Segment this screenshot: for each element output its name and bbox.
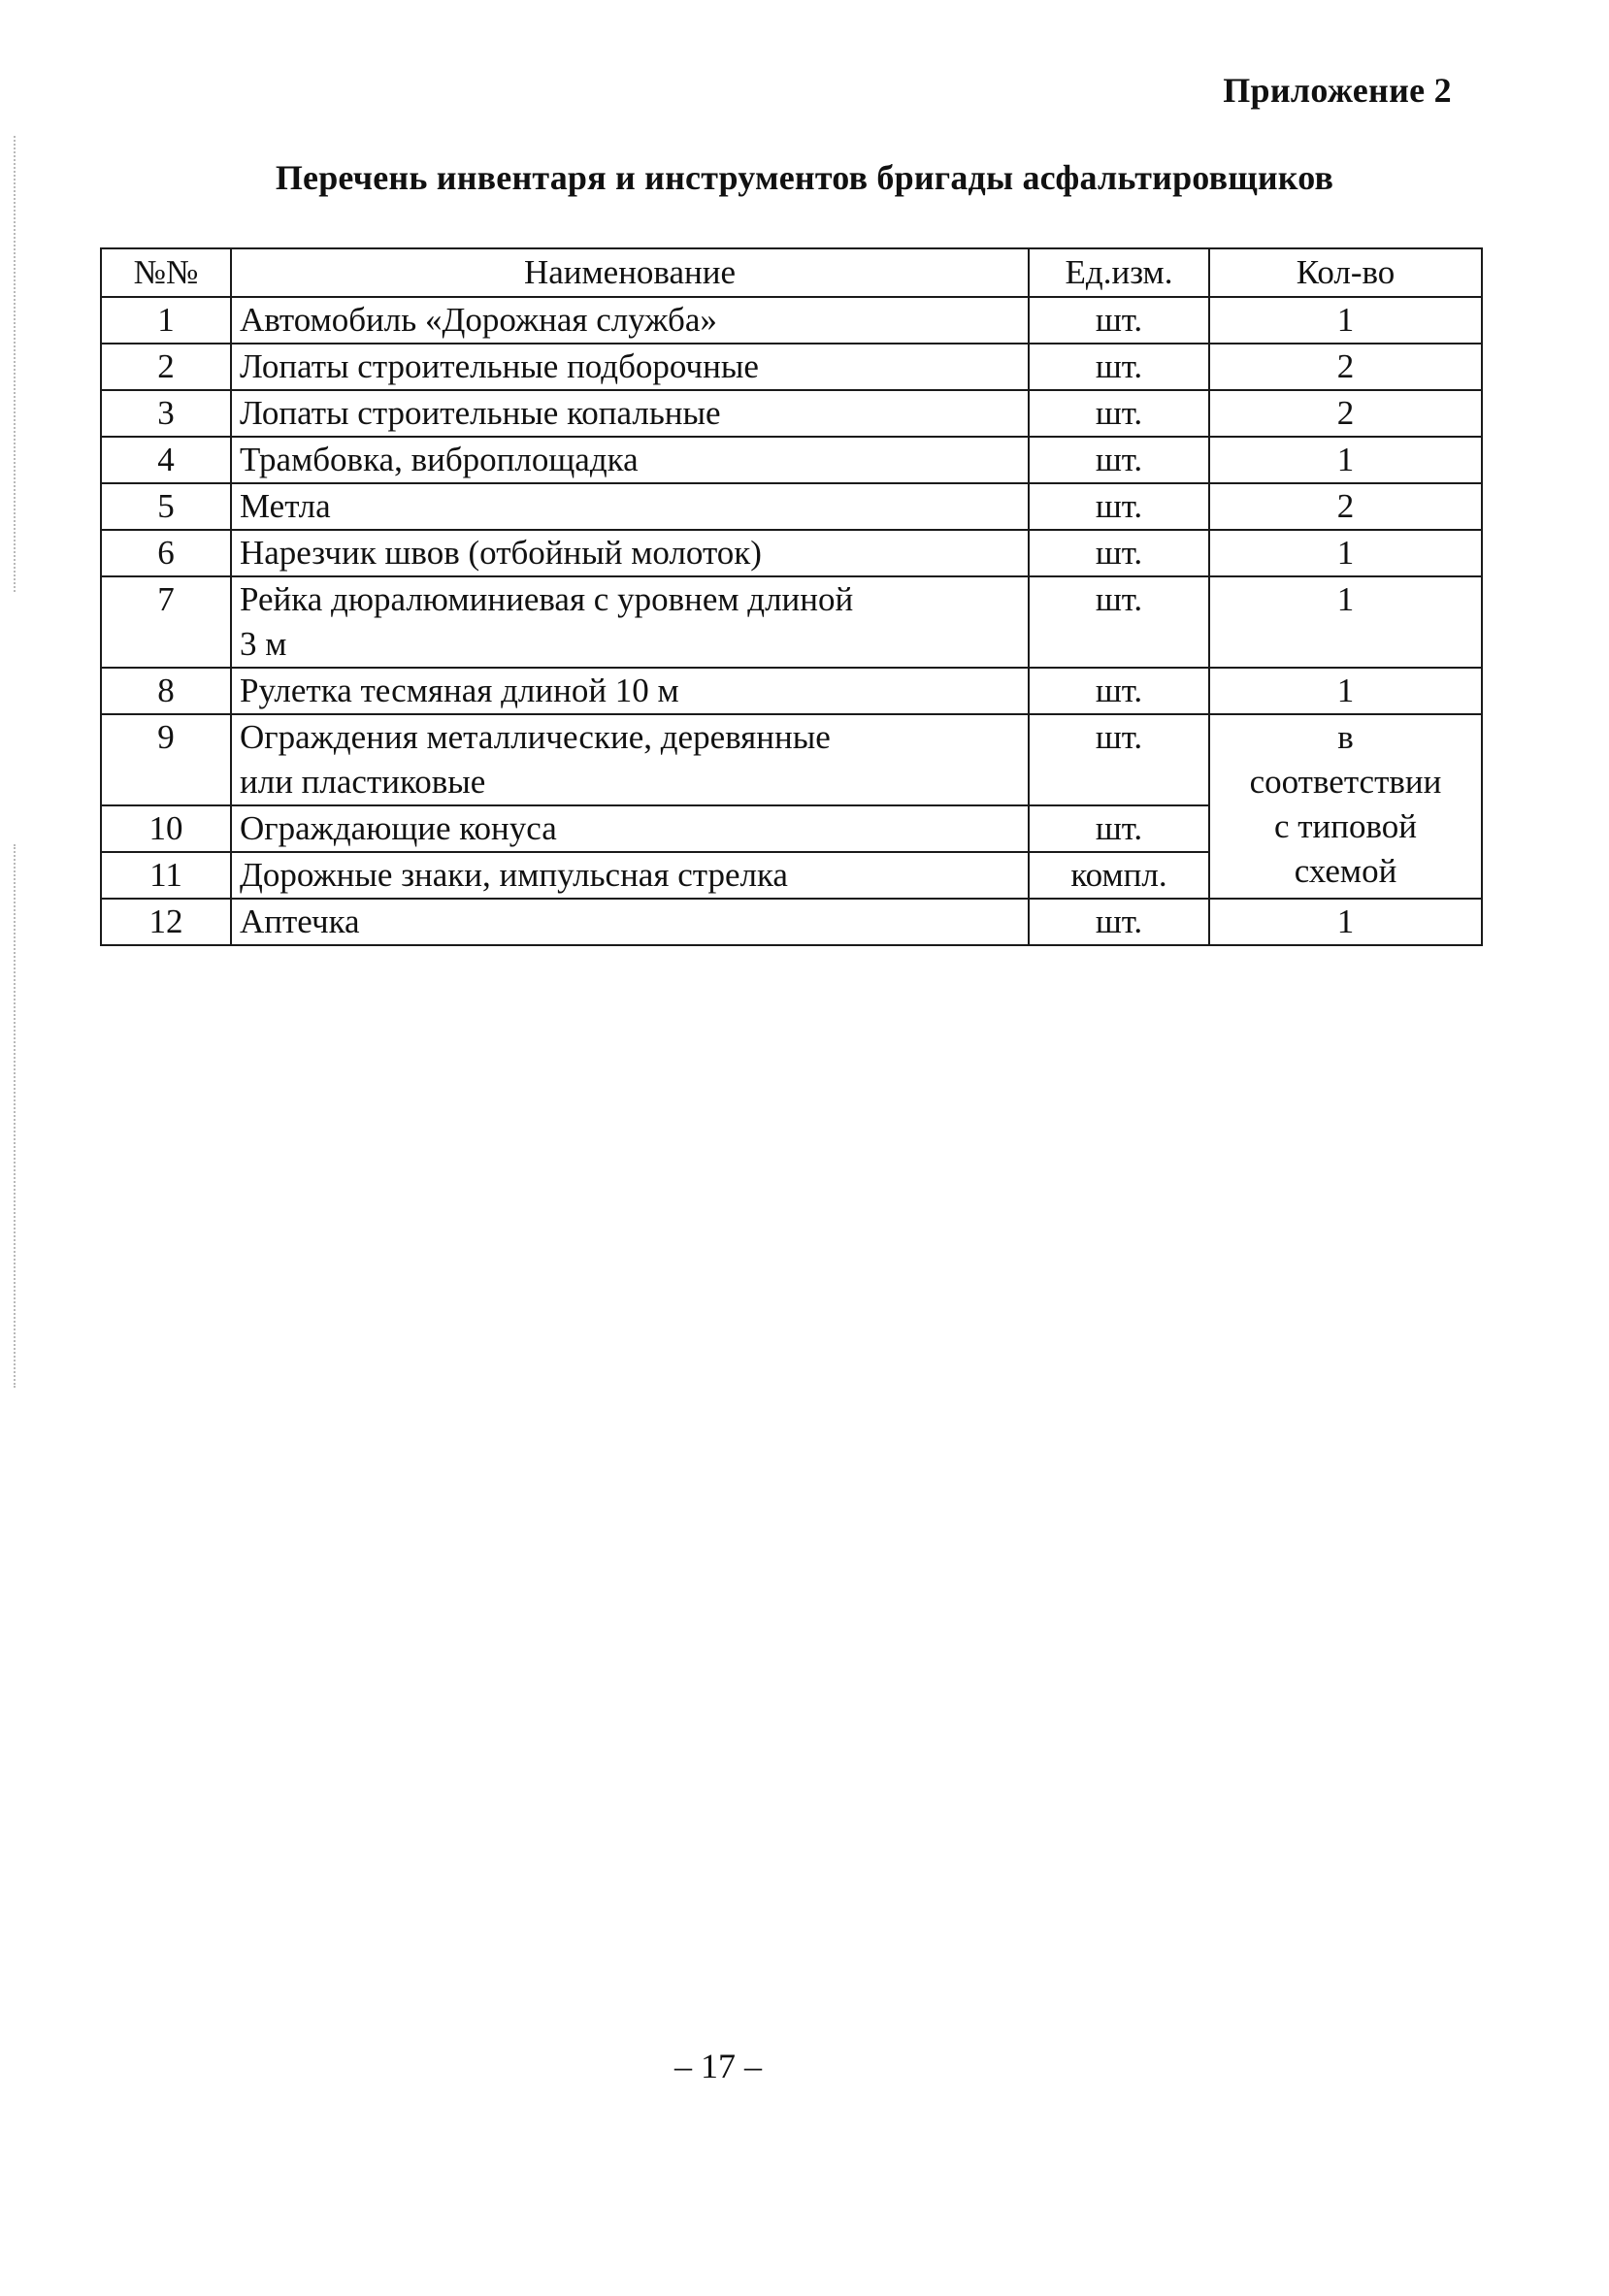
row-name-line: Ограждения металлические, деревянные	[240, 718, 831, 756]
row-qty: 1	[1209, 297, 1482, 344]
row-unit: шт.	[1029, 805, 1209, 852]
header-name: Наименование	[231, 248, 1029, 297]
row-qty: 1	[1209, 576, 1482, 668]
row-unit: шт.	[1029, 668, 1209, 714]
row-qty: 1	[1209, 668, 1482, 714]
row-name: Нарезчик швов (отбойный молоток)	[231, 530, 1029, 576]
row-name	[231, 576, 1029, 668]
row-name: Рулетка тесмяная длиной 10 м	[231, 668, 1029, 714]
row-unit: шт.	[1029, 437, 1209, 483]
row-unit: шт.	[1029, 530, 1209, 576]
scan-artifact	[14, 844, 25, 1388]
row-unit: шт.	[1029, 344, 1209, 390]
table-row	[101, 483, 1482, 530]
row-num: 2	[101, 344, 231, 390]
row-name: Трамбовка, виброплощадка	[231, 437, 1029, 483]
header-num: №№	[101, 248, 231, 297]
table-row	[101, 576, 1482, 668]
row-name: Автомобиль «Дорожная служба»	[231, 297, 1029, 344]
page-number: – 17 –	[674, 2047, 762, 2085]
row-unit: компл.	[1029, 852, 1209, 899]
row-qty: 2	[1209, 344, 1482, 390]
table-row	[101, 899, 1482, 945]
row-unit: шт.	[1029, 297, 1209, 344]
header-qty: Кол-во	[1209, 248, 1482, 297]
row-num: 6	[101, 530, 231, 576]
row-num: 10	[101, 805, 231, 852]
row-num: 9	[101, 714, 231, 805]
row-name: Ограждающие конуса	[231, 805, 1029, 852]
row-unit: шт.	[1029, 899, 1209, 945]
row-unit: шт.	[1029, 483, 1209, 530]
merged-qty-line: соответствии	[1249, 763, 1442, 801]
table-row	[101, 437, 1482, 483]
header-unit: Ед.изм.	[1029, 248, 1209, 297]
row-num: 11	[101, 852, 231, 899]
row-num: 12	[101, 899, 231, 945]
row-qty: 2	[1209, 390, 1482, 437]
merged-qty-line: с типовой	[1273, 807, 1418, 845]
row-name: Лопаты строительные подборочные	[231, 344, 1029, 390]
row-name-line: Рейка дюралюминиевая с уровнем длиной	[240, 580, 854, 618]
row-unit: шт.	[1029, 390, 1209, 437]
row-name: Аптечка	[231, 899, 1029, 945]
merged-qty-line: в	[1337, 718, 1354, 756]
row-qty: 1	[1209, 437, 1482, 483]
row-qty: 1	[1209, 530, 1482, 576]
row-name: Лопаты строительные копальные	[231, 390, 1029, 437]
row-qty-merged	[1209, 714, 1482, 899]
table-row	[101, 344, 1482, 390]
row-name: Метла	[231, 483, 1029, 530]
scan-artifact	[14, 136, 25, 592]
table-header-row	[101, 248, 1482, 297]
row-unit: шт.	[1029, 576, 1209, 668]
row-qty: 1	[1209, 899, 1482, 945]
row-num: 1	[101, 297, 231, 344]
row-num: 5	[101, 483, 231, 530]
row-num: 8	[101, 668, 231, 714]
row-qty: 2	[1209, 483, 1482, 530]
table-row	[101, 530, 1482, 576]
table-row	[101, 714, 1482, 805]
row-num: 3	[101, 390, 231, 437]
row-name	[231, 714, 1029, 805]
row-name-line: или пластиковые	[240, 763, 486, 801]
row-num: 4	[101, 437, 231, 483]
row-unit: шт.	[1029, 714, 1209, 805]
inventory-table	[100, 247, 1483, 946]
appendix-label: Приложение 2	[1223, 71, 1452, 110]
page-title: Перечень инвентаря и инструментов бригады асфальтировщиков	[275, 158, 1334, 197]
row-name: Дорожные знаки, импульсная стрелка	[231, 852, 1029, 899]
table-row	[101, 297, 1482, 344]
row-name-line: 3 м	[240, 625, 287, 663]
row-num: 7	[101, 576, 231, 668]
table-row	[101, 390, 1482, 437]
merged-qty-line: схемой	[1294, 852, 1397, 890]
table-row	[101, 668, 1482, 714]
